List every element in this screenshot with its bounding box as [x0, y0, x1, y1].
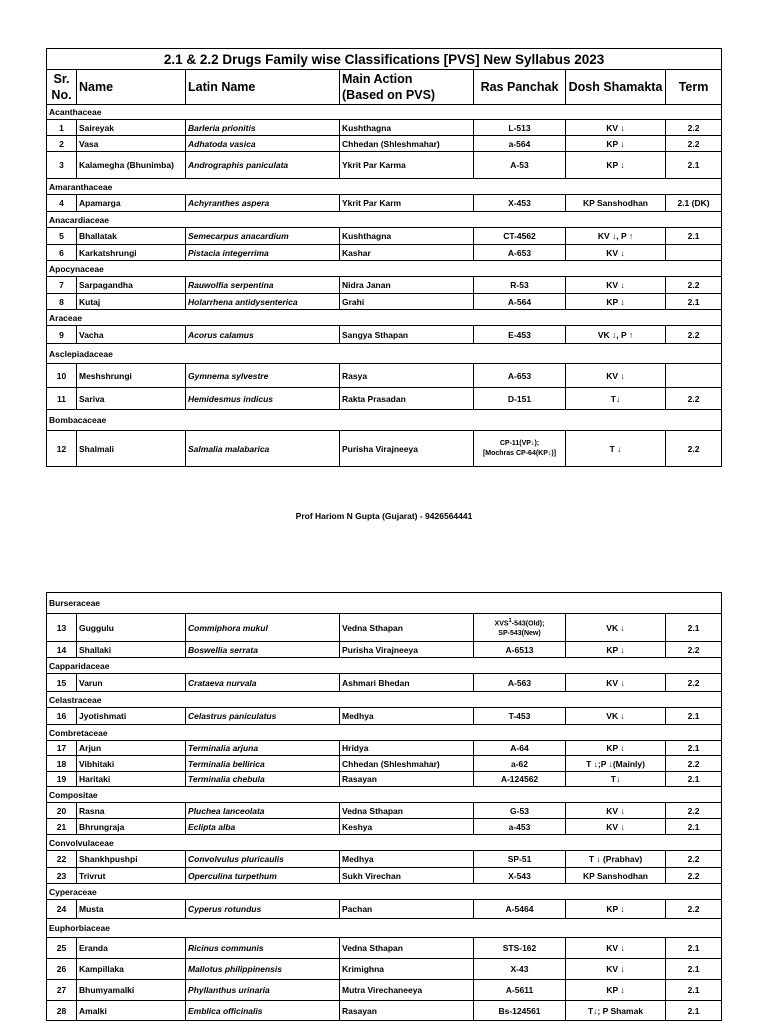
- family-row: [47, 593, 722, 614]
- main-action-cell: Rasayan: [340, 772, 474, 787]
- latin-name-cell: Commiphora mukul: [186, 614, 340, 642]
- main-action-cell: Hridya: [340, 741, 474, 756]
- dosh-shamakta-cell: KP ↓: [566, 642, 666, 658]
- term-cell: 2.2: [666, 136, 722, 152]
- name-cell: Apamarga: [77, 195, 186, 212]
- dosh-shamakta-cell: KV ↓: [566, 819, 666, 835]
- name-cell: Bhumyamalki: [77, 980, 186, 1001]
- main-action-cell: Medhya: [340, 708, 474, 725]
- main-action-cell: Mutra Virechaneeya: [340, 980, 474, 1001]
- ras-panchak-cell: STS-162: [474, 938, 566, 959]
- latin-name-cell: Operculina turpethum: [186, 868, 340, 884]
- table-row: [47, 195, 722, 212]
- header-latin: Latin Name: [186, 70, 340, 105]
- main-action-cell: Chhedan (Shleshmahar): [340, 136, 474, 152]
- term-cell: 2.1: [666, 772, 722, 787]
- ras-panchak-cell: A-5611: [474, 980, 566, 1001]
- ras-panchak-cell: E-453: [474, 326, 566, 344]
- name-cell: Amalki: [77, 1001, 186, 1021]
- term-cell: 2.2: [666, 326, 722, 344]
- sr-cell: 21: [47, 819, 77, 835]
- name-cell: Sariva: [77, 388, 186, 410]
- table-row: [47, 294, 722, 310]
- sr-cell: 11: [47, 388, 77, 410]
- term-cell: 2.2: [666, 851, 722, 868]
- term-cell: 2.2: [666, 868, 722, 884]
- sr-cell: 24: [47, 900, 77, 919]
- latin-name-cell: Ricinus communis: [186, 938, 340, 959]
- family-label: Capparidaceae: [47, 658, 722, 674]
- latin-name-cell: Cyperus rotundus: [186, 900, 340, 919]
- latin-name-cell: Crataeva nurvala: [186, 674, 340, 692]
- ras-panchak-cell: A-124562: [474, 772, 566, 787]
- term-cell: 2.1: [666, 294, 722, 310]
- ras-panchak-cell: X-43: [474, 959, 566, 980]
- latin-name-cell: Terminalia arjuna: [186, 741, 340, 756]
- latin-name-cell: Gymnema sylvestre: [186, 364, 340, 388]
- ras-panchak-cell: A-64: [474, 741, 566, 756]
- sr-cell: 17: [47, 741, 77, 756]
- family-row: [47, 884, 722, 900]
- dosh-shamakta-cell: KV ↓, P ↑: [566, 228, 666, 245]
- term-cell: 2.2: [666, 674, 722, 692]
- term-cell: 2.1 (DK): [666, 195, 722, 212]
- dosh-shamakta-cell: KV ↓: [566, 364, 666, 388]
- family-row: [47, 344, 722, 364]
- header-term: Term: [666, 70, 722, 105]
- name-cell: Bhrungraja: [77, 819, 186, 835]
- latin-name-cell: Phyllanthus urinaria: [186, 980, 340, 1001]
- latin-name-cell: Barleria prionitis: [186, 120, 340, 136]
- latin-name-cell: Acorus calamus: [186, 326, 340, 344]
- table-row: [47, 756, 722, 772]
- family-row: [47, 919, 722, 938]
- term-cell: 2.2: [666, 388, 722, 410]
- term-cell: 2.2: [666, 900, 722, 919]
- latin-name-cell: Pistacia integerrima: [186, 245, 340, 261]
- name-cell: Kalamegha (Bhunimba): [77, 152, 186, 179]
- sr-cell: 2: [47, 136, 77, 152]
- name-cell: Vacha: [77, 326, 186, 344]
- term-cell: 2.2: [666, 431, 722, 467]
- main-action-cell: Ykrit Par Karma: [340, 152, 474, 179]
- sr-cell: 1: [47, 120, 77, 136]
- main-action-cell: Keshya: [340, 819, 474, 835]
- ras-panchak-cell: a-62: [474, 756, 566, 772]
- dosh-shamakta-cell: T ↓: [566, 431, 666, 467]
- dosh-shamakta-cell: VK ↓: [566, 708, 666, 725]
- latin-name-cell: Terminalia bellirica: [186, 756, 340, 772]
- latin-name-cell: Convolvulus pluricaulis: [186, 851, 340, 868]
- header-sr: Sr. No.: [47, 70, 77, 105]
- dosh-shamakta-cell: KP Sanshodhan: [566, 195, 666, 212]
- table-row: [47, 277, 722, 294]
- name-cell: Karkatshrungi: [77, 245, 186, 261]
- sr-cell: 14: [47, 642, 77, 658]
- latin-name-cell: Achyranthes aspera: [186, 195, 340, 212]
- dosh-shamakta-cell: KV ↓: [566, 277, 666, 294]
- table-row: [47, 388, 722, 410]
- latin-name-cell: Andrographis paniculata: [186, 152, 340, 179]
- header-ras: Ras Panchak: [474, 70, 566, 105]
- latin-name-cell: Hemidesmus indicus: [186, 388, 340, 410]
- main-action-cell: Purisha Virajneeya: [340, 431, 474, 467]
- family-label: Asclepiadaceae: [47, 344, 722, 364]
- latin-name-cell: Semecarpus anacardium: [186, 228, 340, 245]
- table-row: [47, 614, 722, 642]
- name-cell: Varun: [77, 674, 186, 692]
- family-label: Bombacaceae: [47, 410, 722, 431]
- name-cell: Shalmali: [77, 431, 186, 467]
- sr-cell: 3: [47, 152, 77, 179]
- sr-cell: 28: [47, 1001, 77, 1021]
- family-label: Convolvulaceae: [47, 835, 722, 851]
- term-cell: 2.1: [666, 228, 722, 245]
- ras-panchak-cell: T-453: [474, 708, 566, 725]
- term-cell: 2.2: [666, 756, 722, 772]
- term-cell: 2.1: [666, 708, 722, 725]
- ras-panchak-cell: CP-11(VP↓); [Mochras CP-64(KP↓)]: [474, 431, 566, 467]
- term-cell: 2.1: [666, 980, 722, 1001]
- header-dosh: Dosh Shamakta: [566, 70, 666, 105]
- family-label: Anacardiaceae: [47, 212, 722, 228]
- latin-name-cell: Emblica officinalis: [186, 1001, 340, 1021]
- term-cell: 2.1: [666, 819, 722, 835]
- sr-cell: 26: [47, 959, 77, 980]
- family-row: [47, 410, 722, 431]
- dosh-shamakta-cell: KV ↓: [566, 938, 666, 959]
- dosh-shamakta-cell: T↓; P Shamak: [566, 1001, 666, 1021]
- latin-name-cell: Boswellia serrata: [186, 642, 340, 658]
- sr-cell: 8: [47, 294, 77, 310]
- term-cell: 2.1: [666, 1001, 722, 1021]
- term-cell: 2.1: [666, 938, 722, 959]
- sr-cell: 18: [47, 756, 77, 772]
- name-cell: Saireyak: [77, 120, 186, 136]
- ras-panchak-cell: G-53: [474, 803, 566, 819]
- name-cell: Shallaki: [77, 642, 186, 658]
- latin-name-cell: Celastrus paniculatus: [186, 708, 340, 725]
- dosh-shamakta-cell: KV ↓: [566, 120, 666, 136]
- latin-name-cell: Salmalia malabarica: [186, 431, 340, 467]
- sr-cell: 12: [47, 431, 77, 467]
- term-cell: 2.1: [666, 959, 722, 980]
- family-row: [47, 261, 722, 277]
- header-action: Main Action (Based on PVS): [340, 70, 474, 105]
- dosh-shamakta-cell: KP Sanshodhan: [566, 868, 666, 884]
- family-row: [47, 212, 722, 228]
- family-label: Apocynaceae: [47, 261, 722, 277]
- table-row: [47, 120, 722, 136]
- page-title: 2.1 & 2.2 Drugs Family wise Classifications [PVS] New Syllabus 2023: [47, 49, 722, 70]
- dosh-shamakta-cell: KP ↓: [566, 741, 666, 756]
- dosh-shamakta-cell: KV ↓: [566, 803, 666, 819]
- dosh-shamakta-cell: T↓: [566, 388, 666, 410]
- main-action-cell: Krimighna: [340, 959, 474, 980]
- main-action-cell: Sukh Virechan: [340, 868, 474, 884]
- name-cell: Haritaki: [77, 772, 186, 787]
- term-cell: 2.2: [666, 642, 722, 658]
- main-action-cell: Kushthagna: [340, 120, 474, 136]
- table-row: [47, 900, 722, 919]
- dosh-shamakta-cell: KP ↓: [566, 294, 666, 310]
- ras-panchak-cell: a-564: [474, 136, 566, 152]
- table-row: [47, 642, 722, 658]
- footer-credit: Prof Hariom N Gupta (Gujarat) - 9426564441: [295, 511, 473, 521]
- ras-panchak-cell: XVS$^1$-543(Old); SP-543(New): [474, 614, 566, 642]
- main-action-cell: Ashmari Bhedan: [340, 674, 474, 692]
- sr-cell: 25: [47, 938, 77, 959]
- table-row: [47, 674, 722, 692]
- ras-panchak-cell: Bs-124561: [474, 1001, 566, 1021]
- drug-table-part-2: [46, 592, 722, 1021]
- table-row: [47, 980, 722, 1001]
- family-label: Cyperaceae: [47, 884, 722, 900]
- family-row: [47, 658, 722, 674]
- sr-cell: 5: [47, 228, 77, 245]
- name-cell: Eranda: [77, 938, 186, 959]
- main-action-cell: Sangya Sthapan: [340, 326, 474, 344]
- main-action-cell: Vedna Sthapan: [340, 938, 474, 959]
- sr-cell: 27: [47, 980, 77, 1001]
- sr-cell: 9: [47, 326, 77, 344]
- sr-cell: 7: [47, 277, 77, 294]
- dosh-shamakta-cell: KP ↓: [566, 980, 666, 1001]
- table-row: [47, 938, 722, 959]
- ras-panchak-cell: A-653: [474, 245, 566, 261]
- latin-name-cell: Eclipta alba: [186, 819, 340, 835]
- name-cell: Rasna: [77, 803, 186, 819]
- dosh-shamakta-cell: VK ↓, P ↑: [566, 326, 666, 344]
- title-row: [47, 49, 722, 70]
- dosh-shamakta-cell: T ↓;P ↓(Mainly): [566, 756, 666, 772]
- family-row: [47, 835, 722, 851]
- latin-name-cell: Terminalia chebula: [186, 772, 340, 787]
- table-row: [47, 959, 722, 980]
- term-cell: 2.1: [666, 152, 722, 179]
- ras-panchak-cell: A-563: [474, 674, 566, 692]
- table-row: [47, 228, 722, 245]
- main-action-cell: Medhya: [340, 851, 474, 868]
- family-label: Amaranthaceae: [47, 179, 722, 195]
- sr-cell: 20: [47, 803, 77, 819]
- table-row: [47, 868, 722, 884]
- table-row: [47, 851, 722, 868]
- name-cell: Jyotishmati: [77, 708, 186, 725]
- table-row: [47, 741, 722, 756]
- table-row: [47, 772, 722, 787]
- table-row: [47, 136, 722, 152]
- latin-name-cell: Pluchea lanceolata: [186, 803, 340, 819]
- table-row: [47, 708, 722, 725]
- dosh-shamakta-cell: KP ↓: [566, 152, 666, 179]
- ras-panchak-cell: D-151: [474, 388, 566, 410]
- ras-panchak-cell: A-53: [474, 152, 566, 179]
- name-cell: Musta: [77, 900, 186, 919]
- sr-cell: 10: [47, 364, 77, 388]
- table-row: [47, 803, 722, 819]
- name-cell: Vibhitaki: [77, 756, 186, 772]
- name-cell: Guggulu: [77, 614, 186, 642]
- sr-cell: 6: [47, 245, 77, 261]
- family-label: Combretaceae: [47, 725, 722, 741]
- family-row: [47, 310, 722, 326]
- sr-cell: 15: [47, 674, 77, 692]
- main-action-cell: Ykrit Par Karm: [340, 195, 474, 212]
- sr-cell: 23: [47, 868, 77, 884]
- term-cell: 2.2: [666, 803, 722, 819]
- table-row: [47, 152, 722, 179]
- sr-cell: 22: [47, 851, 77, 868]
- ras-panchak-cell: L-513: [474, 120, 566, 136]
- term-cell: [666, 364, 722, 388]
- family-row: [47, 179, 722, 195]
- family-row: [47, 787, 722, 803]
- family-label: Araceae: [47, 310, 722, 326]
- latin-name-cell: Holarrhena antidysenterica: [186, 294, 340, 310]
- term-cell: 2.1: [666, 614, 722, 642]
- main-action-cell: Rasayan: [340, 1001, 474, 1021]
- ras-panchak-cell: R-53: [474, 277, 566, 294]
- main-action-cell: Rasya: [340, 364, 474, 388]
- term-cell: 2.2: [666, 120, 722, 136]
- family-row: [47, 105, 722, 120]
- name-cell: Arjun: [77, 741, 186, 756]
- ras-panchak-cell: a-453: [474, 819, 566, 835]
- dosh-shamakta-cell: KV ↓: [566, 674, 666, 692]
- family-label: Celastraceae: [47, 692, 722, 708]
- family-label: Compositae: [47, 787, 722, 803]
- sr-cell: 4: [47, 195, 77, 212]
- dosh-shamakta-cell: T↓: [566, 772, 666, 787]
- name-cell: Vasa: [77, 136, 186, 152]
- header-row: [47, 70, 722, 105]
- main-action-cell: Vedna Sthapan: [340, 614, 474, 642]
- name-cell: Trivrut: [77, 868, 186, 884]
- sr-cell: 16: [47, 708, 77, 725]
- main-action-cell: Vedna Sthapan: [340, 803, 474, 819]
- family-label: Burseraceae: [47, 593, 722, 614]
- ras-panchak-cell: CT-4562: [474, 228, 566, 245]
- name-cell: Bhallatak: [77, 228, 186, 245]
- dosh-shamakta-cell: KP ↓: [566, 136, 666, 152]
- dosh-shamakta-cell: KP ↓: [566, 900, 666, 919]
- family-row: [47, 692, 722, 708]
- ras-panchak-cell: X-543: [474, 868, 566, 884]
- dosh-shamakta-cell: VK ↓: [566, 614, 666, 642]
- table-row: [47, 245, 722, 261]
- main-action-cell: Kashar: [340, 245, 474, 261]
- name-cell: Sarpagandha: [77, 277, 186, 294]
- drug-table-part-1: [46, 48, 722, 467]
- table-row: [47, 1001, 722, 1021]
- dosh-shamakta-cell: T ↓ (Prabhav): [566, 851, 666, 868]
- table-row: [47, 326, 722, 344]
- main-action-cell: Purisha Virajneeya: [340, 642, 474, 658]
- term-cell: 2.1: [666, 741, 722, 756]
- dosh-shamakta-cell: KV ↓: [566, 245, 666, 261]
- table-row: [47, 364, 722, 388]
- sr-cell: 13: [47, 614, 77, 642]
- latin-name-cell: Mallotus philippinensis: [186, 959, 340, 980]
- family-row: [47, 725, 722, 741]
- ras-panchak-cell: A-653: [474, 364, 566, 388]
- main-action-cell: Chhedan (Shleshmahar): [340, 756, 474, 772]
- ras-panchak-cell: A-564: [474, 294, 566, 310]
- ras-panchak-cell: SP-51: [474, 851, 566, 868]
- dosh-shamakta-cell: KV ↓: [566, 959, 666, 980]
- main-action-cell: Rakta Prasadan: [340, 388, 474, 410]
- latin-name-cell: Rauwolfia serpentina: [186, 277, 340, 294]
- ras-panchak-cell: A-5464: [474, 900, 566, 919]
- name-cell: Kampillaka: [77, 959, 186, 980]
- ras-panchak-cell: X-453: [474, 195, 566, 212]
- term-cell: [666, 245, 722, 261]
- family-label: Euphorbiaceae: [47, 919, 722, 938]
- main-action-cell: Nidra Janan: [340, 277, 474, 294]
- table-row: [47, 819, 722, 835]
- name-cell: Meshshrungi: [77, 364, 186, 388]
- term-cell: 2.2: [666, 277, 722, 294]
- main-action-cell: Pachan: [340, 900, 474, 919]
- sr-cell: 19: [47, 772, 77, 787]
- latin-name-cell: Adhatoda vasica: [186, 136, 340, 152]
- table-row: [47, 431, 722, 467]
- name-cell: Kutaj: [77, 294, 186, 310]
- header-name: Name: [77, 70, 186, 105]
- ras-panchak-cell: A-6513: [474, 642, 566, 658]
- main-action-cell: Kushthagna: [340, 228, 474, 245]
- family-label: Acanthaceae: [47, 105, 722, 120]
- main-action-cell: Grahi: [340, 294, 474, 310]
- name-cell: Shankhpushpi: [77, 851, 186, 868]
